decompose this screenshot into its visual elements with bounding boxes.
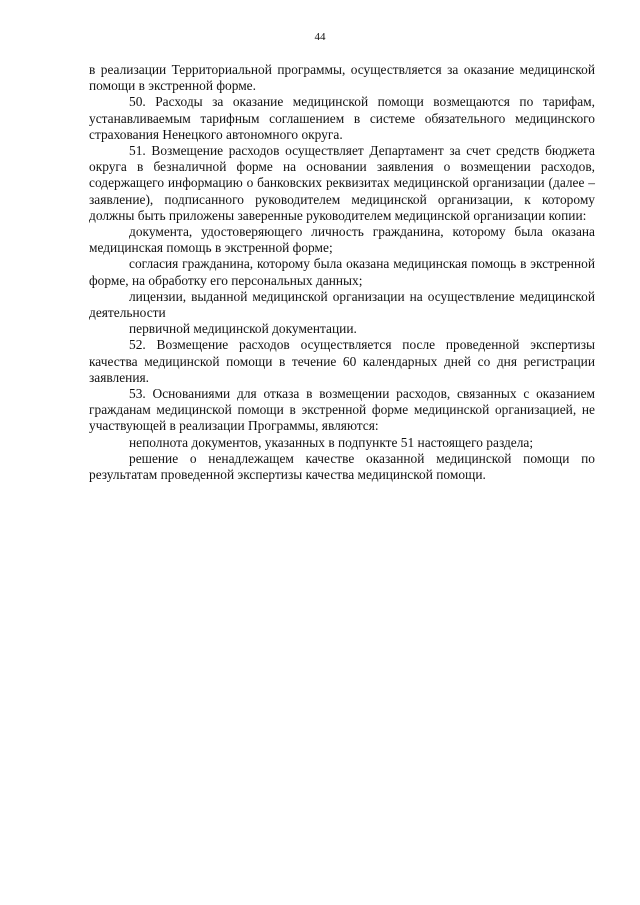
paragraph-53: 53. Основаниями для отказа в возмещении расходов, связанных с оказанием гражданам медицинской помощи в экстренной форме медицинской организацией, не участвующей в реализации Программы, являются: bbox=[89, 386, 595, 434]
list-item-incomplete-documents: неполнота документов, указанных в подпункте 51 настоящего раздела; bbox=[129, 434, 534, 450]
list-item-consent: согласия гражданина, которому была оказана медицинская помощь в экстренной форме, на обработку его персональных данных; bbox=[89, 256, 595, 288]
document-body bbox=[89, 62, 595, 483]
list-item-medical-records: первичной медицинской документации. bbox=[129, 321, 357, 337]
page-number: 44 bbox=[314, 31, 326, 43]
list-item-improper-quality: решение о ненадлежащем качестве оказанной медицинской помощи по результатам проведенной экспертизы качества медицинской помощи. bbox=[89, 450, 595, 483]
paragraph-51: 51. Возмещение расходов осуществляет Департамент за счет средств бюджета округа в безналичной форме на основании заявления о возмещении расходов, содержащего информацию о банковских реквизитах медицинской организации (далее – заявление), подписанного руководителем медицинской организации, к которому должны быть приложены заверенные руководителем медицинской организации копии: bbox=[89, 143, 595, 223]
paragraph-50: 50. Расходы за оказание медицинской помощи возмещаются по тарифам, устанавливаемым тарифным соглашением в системе обязательного медицинского страхования Ненецкого автономного округа. bbox=[89, 94, 595, 142]
list-item-identity-document: документа, удостоверяющего личность гражданина, которому была оказана медицинская помощь в экстренной форме; bbox=[89, 224, 595, 256]
paragraph-continuation: в реализации Территориальной программы, осуществляется за оказание медицинской помощи в экстренной форме. bbox=[89, 62, 595, 94]
paragraph-52: 52. Возмещение расходов осуществляется после проведенной экспертизы качества медицинской помощи в течение 60 календарных дней со дня регистрации заявления. bbox=[89, 337, 595, 385]
list-item-license: лицензии, выданной медицинской организации на осуществление медицинской деятельности bbox=[89, 288, 595, 321]
